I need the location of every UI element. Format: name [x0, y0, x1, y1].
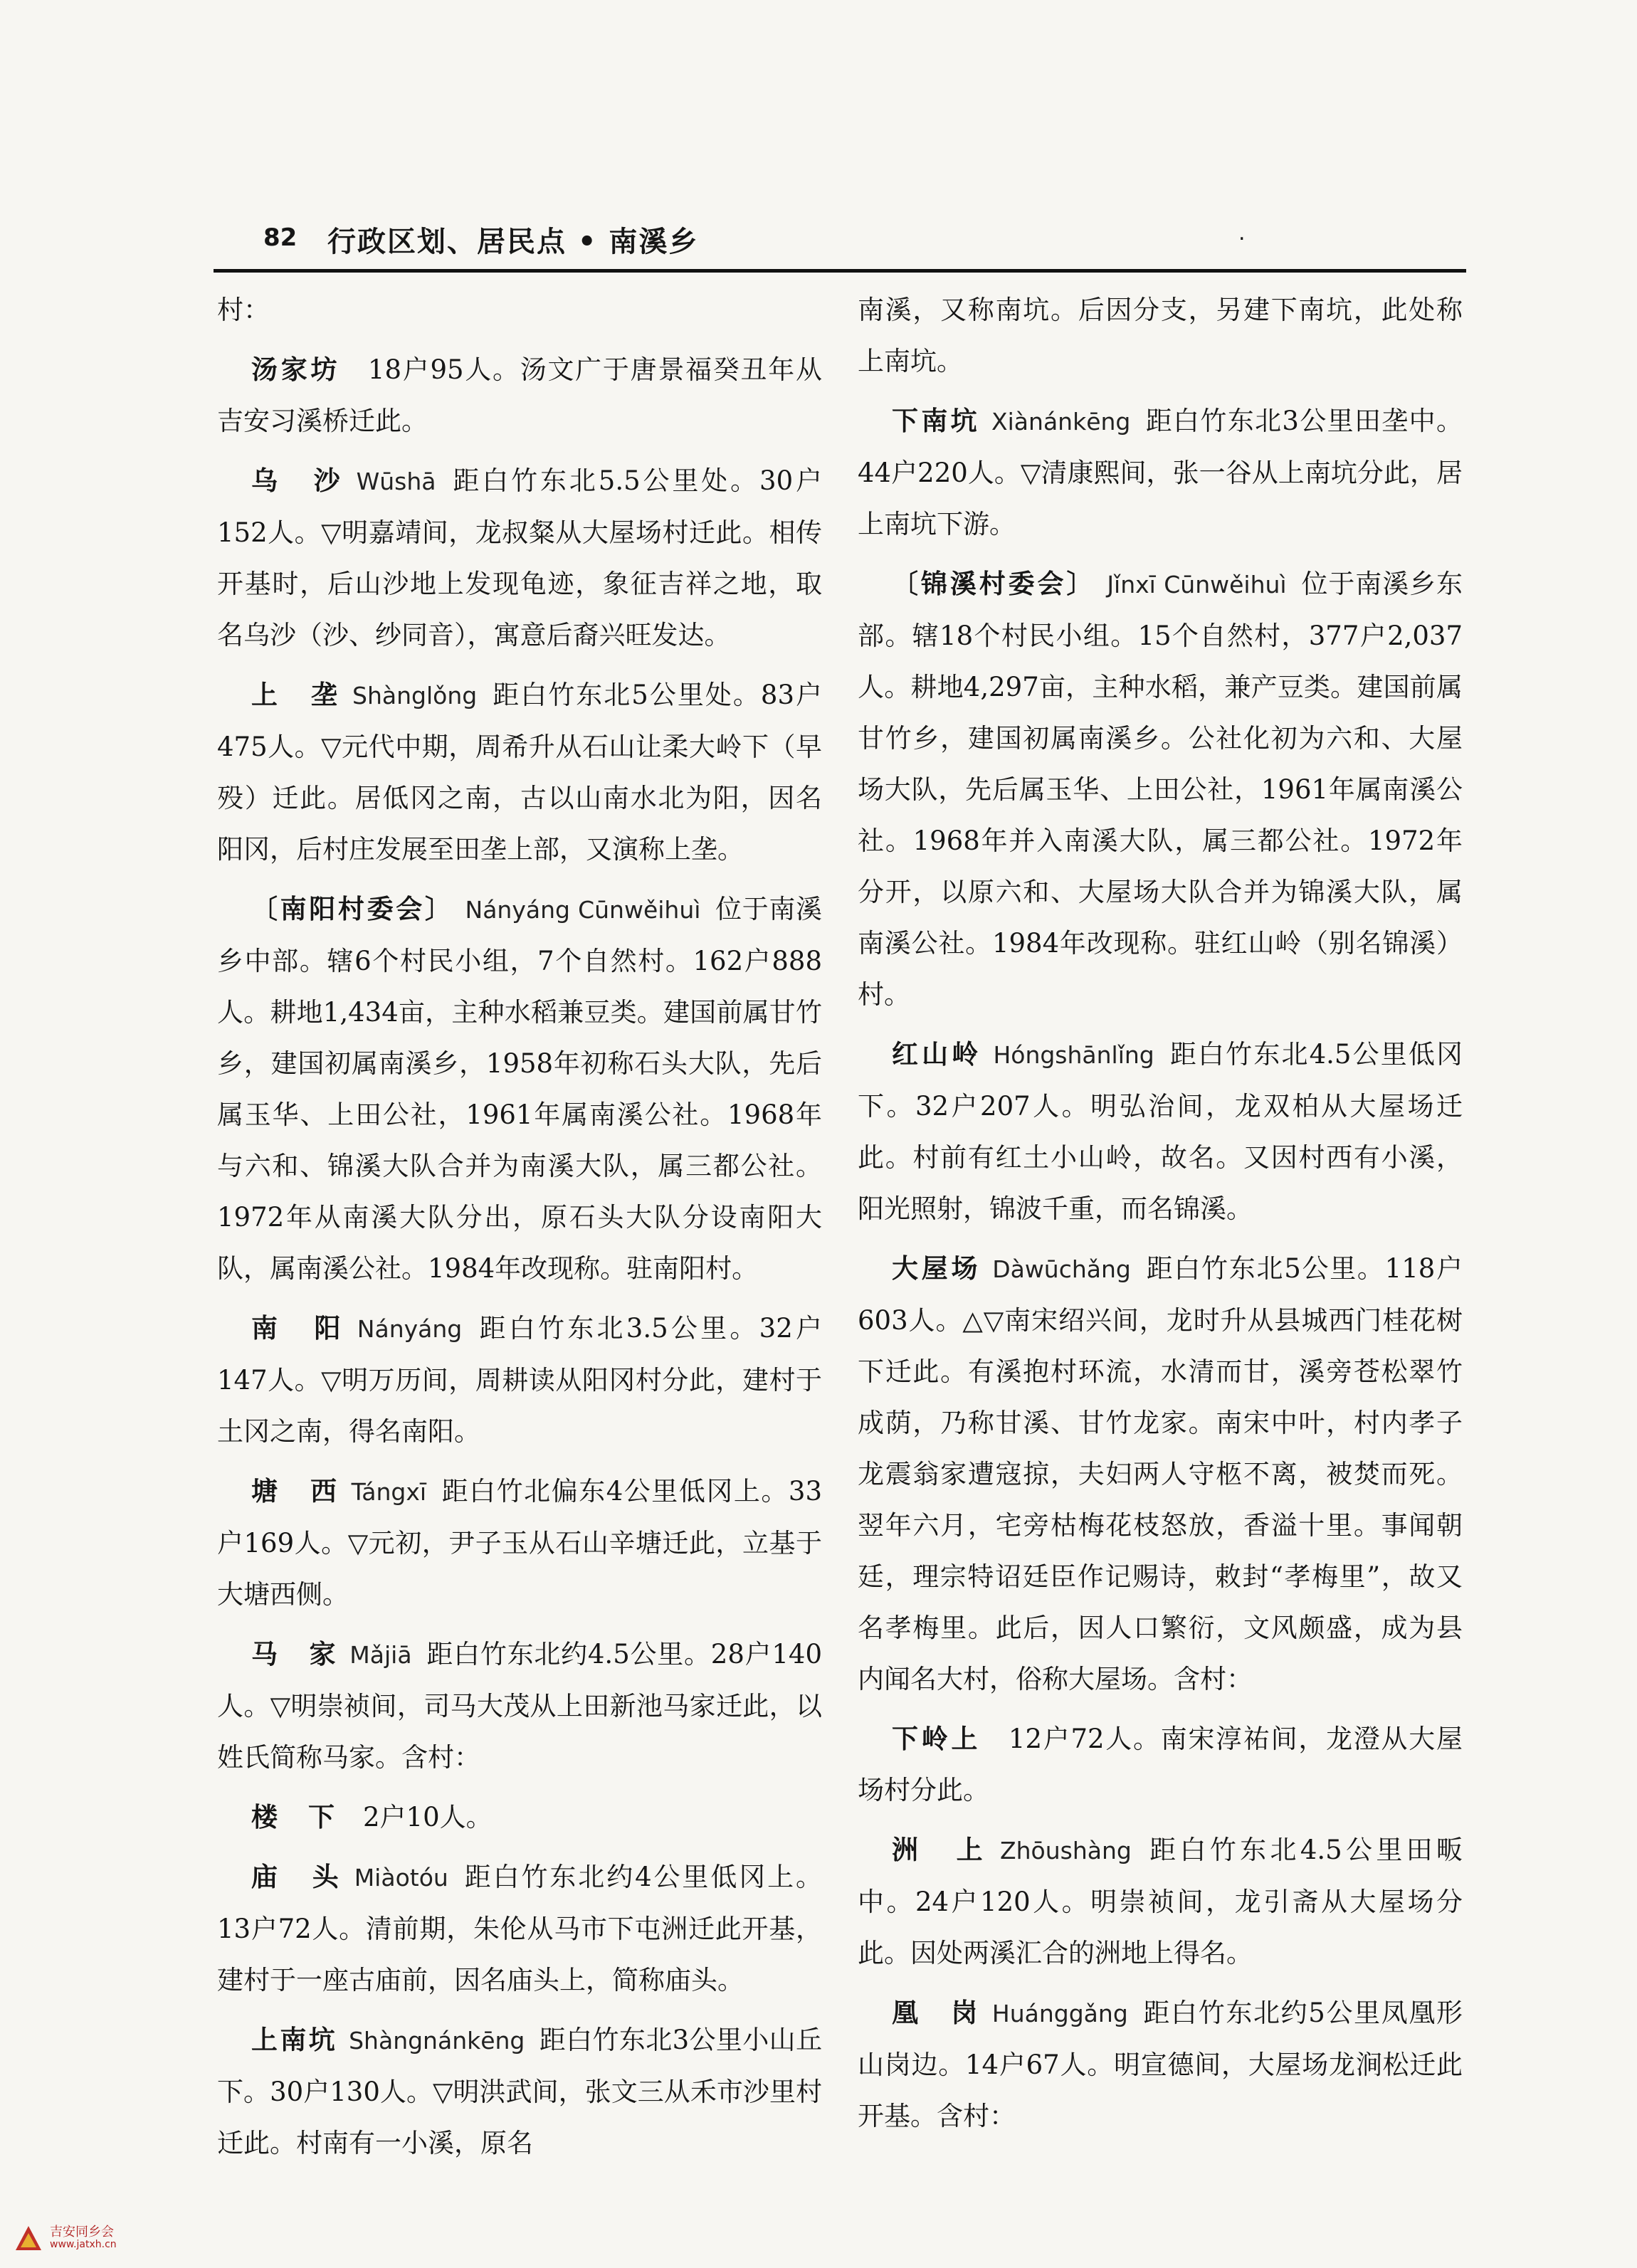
- entry-name: 乌 沙: [251, 465, 345, 496]
- watermark-logo-icon: [14, 2225, 43, 2253]
- entry-text: 12户72人。南宋淳祐间，龙澄从大屋场村分此。: [858, 1724, 1463, 1805]
- entry-paragraph: [858, 1988, 1463, 2142]
- site-watermark: [14, 2220, 171, 2256]
- entry-name: 洲 上: [892, 1835, 989, 1865]
- entry-pinyin: Zhōushàng: [1000, 1837, 1132, 1864]
- entry-paragraph: [858, 1825, 1463, 1979]
- entry-text: 距白竹东北约4.5公里。28户140人。▽明崇祯间，司马大茂从上田新池马家迁此，以姓氏简称马家。含村：: [217, 1639, 823, 1773]
- left-column: [217, 285, 822, 2178]
- entry-text: 距白竹东北约5公里凤凰形山岗边。14户67人。明宣德间，大屋场龙涧松迁此开基。含村：: [858, 1998, 1463, 2131]
- entry-paragraph: [217, 285, 822, 336]
- entry-pinyin: Huánggǎng: [991, 2000, 1128, 2027]
- entry-name: 庙 头: [251, 1862, 343, 1892]
- entry-pinyin: Tángxī: [351, 1478, 427, 1506]
- entry-name: 红山岭: [892, 1039, 982, 1070]
- entry-text: 距白竹北偏东4公里低冈上。33户169人。▽元初，尹子玉从石山辛塘迁此，立基于大塘西侧。: [217, 1476, 823, 1610]
- entry-paragraph: [217, 1466, 822, 1620]
- entry-paragraph: [217, 670, 822, 875]
- right-column: [858, 285, 1463, 2151]
- running-title: 行政区划、居民点 • 南溪乡: [327, 226, 699, 258]
- entry-paragraph: [217, 2015, 822, 2169]
- entry-paragraph: [858, 1714, 1463, 1816]
- entry-text: 距白竹东北4.5公里低冈下。32户207人。明弘治间，龙双柏从大屋场迁此。村前有红土小山岭，故名。又因村西有小溪，阳光照射，锦波千重，而名锦溪。: [858, 1039, 1463, 1224]
- entry-pinyin: Nányáng Cūnwěihuì: [465, 896, 701, 924]
- entry-name: 马 家: [251, 1639, 339, 1670]
- entry-text: 距白竹东北5公里。118户603人。△▽南宋绍兴间，龙时升从县城西门桂花树下迁此。有溪抱村环流，水清而甘，溪旁苍松翠竹成荫，乃称甘溪、甘竹龙家。南宋中叶，村内孝子龙震翁家遭寇掠，夫妇两人守柩不离，被焚而死。翌年六月，宅旁枯梅花枝怒放，香溢十里。事闻朝廷，理宗特诏廷臣作记赐诗，敕封“孝梅里”，故又名孝梅里。此后，因人口繁衍，文风颇盛，成为县内闻名大村，俗称大屋场。含村：: [858, 1253, 1463, 1694]
- entry-pinyin: Dàwūchǎng: [992, 1255, 1131, 1283]
- entry-text: 2户10人。: [363, 1802, 493, 1832]
- entry-name: 下南坑: [892, 406, 981, 436]
- entry-name: 大屋场: [892, 1253, 981, 1284]
- entry-text: 距白竹东北5.5公里处。30户152人。▽明嘉靖间，龙叔粲从大屋场村迁此。相传开基时，后山沙地上发现龟迹，象征吉祥之地，取名乌沙（沙、纱同音），寓意后裔兴旺发达。: [217, 465, 822, 650]
- entry-pinyin: Shànglǒng: [352, 682, 478, 710]
- entry-text: 距白竹东北约4公里低冈上。13户72人。清前期，朱伦从马市下屯洲迁此开基，建村于一座古庙前，因名庙头上，简称庙头。: [217, 1862, 823, 1995]
- entry-paragraph: [858, 1029, 1463, 1235]
- entry-pinyin: Jǐnxī Cūnwěihuì: [1107, 571, 1287, 598]
- entry-paragraph: [217, 455, 822, 661]
- entry-name: 楼 下: [251, 1802, 337, 1832]
- entry-pinyin: Xiànánkēng: [991, 408, 1131, 436]
- entry-name: 〔南阳村委会〕: [251, 894, 454, 924]
- entry-pinyin: Hóngshānlǐng: [993, 1041, 1154, 1069]
- entry-pinyin: Nányáng: [357, 1315, 463, 1343]
- entry-pinyin: Miàotóu: [354, 1864, 448, 1892]
- entry-paragraph: [858, 285, 1463, 387]
- entry-text: 南溪，又称南坑。后因分支，另建下南坑，此处称上南坑。: [858, 295, 1463, 376]
- entry-text: 位于南溪乡东部。辖18个村民小组。15个自然村，377户2,037人。耕地4,297亩，主种水稻，兼产豆类。建国前属甘竹乡，建国初属南溪乡。公社化初为六和、大屋场大队，先后属玉华、上田公社，1961年属南溪公社。1968年并入南溪大队，属三都公社。1972年分开，以原六和、大屋场大队合并为锦溪大队，属南溪公社。1984年改现称。驻红山岭（别名锦溪）村。: [858, 569, 1463, 1010]
- entry-paragraph: [858, 396, 1463, 550]
- entry-text: 距白竹东北3公里田垄中。44户220人。▽清康熙间，张一谷从上南坑分此，居上南坑下游。: [858, 406, 1463, 539]
- entry-paragraph: [217, 884, 822, 1294]
- entry-name: 凰 岗: [892, 1998, 981, 2028]
- entry-text: 距白竹东北4.5公里田畈中。24户120人。明崇祯间，龙引斋从大屋场分此。因处两溪汇合的洲地上得名。: [858, 1835, 1463, 1968]
- entry-paragraph: [217, 1629, 822, 1783]
- page-header: [214, 213, 1466, 270]
- entry-name: 塘 西: [251, 1476, 340, 1507]
- entry-paragraph: [217, 1852, 822, 2006]
- entry-pinyin: Mǎjiā: [349, 1641, 412, 1669]
- entry-text: 18户95人。汤文广于唐景福癸丑年从吉安习溪桥迁此。: [217, 354, 823, 436]
- entry-text: 位于南溪乡中部。辖6个村民小组，7个自然村。162户888人。耕地1,434亩，主种水稻兼豆类。建国前属甘竹乡，建国初属南溪乡，1958年初称石头大队，先后属玉华、上田公社，1961年属南溪公社。1968年与六和、锦溪大队合并为南溪大队，属三都公社。1972年从南溪大队分出，原石头大队分设南阳大队，属南溪公社。1984年改现称。驻南阳村。: [217, 894, 822, 1284]
- entry-paragraph: [217, 1792, 822, 1843]
- watermark-url: www.jatxh.cn: [50, 2239, 117, 2250]
- entry-text: 距白竹东北3.5公里。32户147人。▽明万历间，周耕读从阳冈村分此，建村于土冈之南，得名南阳。: [217, 1313, 822, 1447]
- entry-name: 汤家坊: [251, 354, 341, 385]
- header-mark: .: [1238, 221, 1246, 246]
- entry-paragraph: [217, 1303, 822, 1457]
- page-number: 82: [263, 223, 298, 252]
- entry-text: 距白竹东北3公里小山丘下。30户130人。▽明洪武间，张文三从禾市沙里村迁此。村南有一小溪，原名: [217, 2025, 822, 2158]
- entry-text: 距白竹东北5公里处。83户475人。▽元代中期，周希升从石山让柔大岭下（早殁）迁此。居低冈之南，古以山南水北为阳，因名阳冈，后村庄发展至田垄上部，又演称上垄。: [217, 680, 823, 865]
- entry-name: 〔锦溪村委会〕: [892, 569, 1096, 599]
- watermark-text: 吉安同乡会: [50, 2225, 114, 2240]
- entry-pinyin: Wūshā: [356, 468, 436, 495]
- entry-paragraph: [858, 1243, 1463, 1705]
- entry-name: 下岭上: [892, 1724, 981, 1754]
- entry-name: 上南坑: [251, 2025, 338, 2055]
- entry-paragraph: [217, 344, 822, 447]
- entry-pinyin: Shàngnánkēng: [349, 2027, 525, 2055]
- entry-name: 南 阳: [251, 1313, 346, 1344]
- entry-paragraph: [858, 559, 1463, 1020]
- header-rule: [214, 269, 1466, 273]
- entry-name: 上 垄: [251, 680, 342, 710]
- entry-text: 村：: [217, 295, 270, 325]
